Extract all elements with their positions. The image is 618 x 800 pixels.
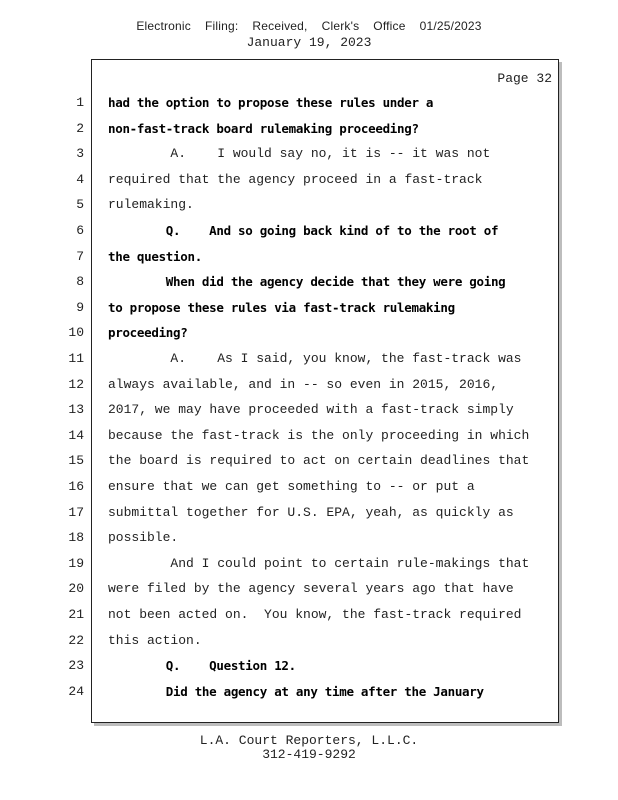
line-number: 4 bbox=[76, 172, 84, 187]
line-number: 7 bbox=[76, 249, 84, 264]
line-number: 5 bbox=[76, 197, 84, 212]
line-number: 2 bbox=[76, 121, 84, 136]
answer-line: not been acted on. You know, the fast-track required bbox=[108, 607, 522, 622]
question-line: Did the agency at any time after the January bbox=[108, 684, 484, 699]
question-line: proceeding? bbox=[108, 325, 188, 340]
line-number: 24 bbox=[68, 684, 84, 699]
line-number: 13 bbox=[68, 402, 84, 417]
line-number: 14 bbox=[68, 428, 84, 443]
filing-word: Filing: bbox=[205, 19, 239, 33]
filing-word: Office bbox=[373, 19, 406, 33]
line-number: 9 bbox=[76, 300, 84, 315]
answer-line: the board is required to act on certain deadlines that bbox=[108, 453, 530, 468]
transcript-date: January 19, 2023 bbox=[246, 35, 372, 50]
line-number: 18 bbox=[68, 530, 84, 545]
answer-line: required that the agency proceed in a fast-track bbox=[108, 172, 483, 187]
line-number: 17 bbox=[68, 505, 84, 520]
question-line: Q. And so going back kind of to the root of bbox=[108, 223, 499, 238]
line-number: 8 bbox=[76, 274, 84, 289]
filing-word: Electronic bbox=[136, 19, 191, 33]
line-number: 12 bbox=[68, 377, 84, 392]
line-number: 16 bbox=[68, 479, 84, 494]
answer-line: possible. bbox=[108, 530, 179, 545]
answer-line: ensure that we can get something to -- or put a bbox=[108, 479, 475, 494]
reporter-name: L.A. Court Reporters, L.L.C. bbox=[199, 733, 419, 748]
question-line: When did the agency decide that they were going bbox=[108, 274, 506, 289]
line-number: 11 bbox=[68, 351, 84, 366]
answer-line: always available, and in -- so even in 2015, 2016, bbox=[108, 377, 499, 392]
filing-stamp bbox=[0, 19, 618, 33]
line-number: 3 bbox=[76, 146, 84, 161]
line-number: 23 bbox=[68, 658, 84, 673]
answer-line: A. As I said, you know, the fast-track was bbox=[108, 351, 522, 366]
line-number: 10 bbox=[68, 325, 84, 340]
line-number: 22 bbox=[68, 633, 84, 648]
question-line: had the option to propose these rules under a bbox=[108, 95, 434, 110]
question-line: the question. bbox=[108, 249, 202, 264]
filing-word: Received, bbox=[252, 19, 308, 33]
question-line: non-fast-track board rulemaking proceeding? bbox=[108, 121, 419, 136]
answer-line: submittal together for U.S. EPA, yeah, as quickly as bbox=[108, 505, 514, 520]
line-number: 19 bbox=[68, 556, 84, 571]
answer-line: 2017, we may have proceeded with a fast-track simply bbox=[108, 402, 514, 417]
filing-word: Clerk's bbox=[321, 19, 360, 33]
line-number: 15 bbox=[68, 453, 84, 468]
filing-date: 01/25/2023 bbox=[419, 19, 482, 33]
answer-line: rulemaking. bbox=[108, 197, 194, 212]
line-number: 20 bbox=[68, 581, 84, 596]
reporter-phone: 312-419-9292 bbox=[262, 747, 356, 762]
answer-line: because the fast-track is the only proceeding in which bbox=[108, 428, 530, 443]
line-number: 1 bbox=[76, 95, 84, 110]
answer-line: And I could point to certain rule-makings that bbox=[108, 556, 530, 571]
line-number: 6 bbox=[76, 223, 84, 238]
page-number: Page 32 bbox=[497, 71, 552, 86]
line-number: 21 bbox=[68, 607, 84, 622]
answer-line: this action. bbox=[108, 633, 202, 648]
answer-line: A. I would say no, it is -- it was not bbox=[108, 146, 491, 161]
answer-line: were filed by the agency several years ago that have bbox=[108, 581, 514, 596]
question-line: Q. Question 12. bbox=[108, 658, 296, 673]
question-line: to propose these rules via fast-track rulemaking bbox=[108, 300, 455, 315]
